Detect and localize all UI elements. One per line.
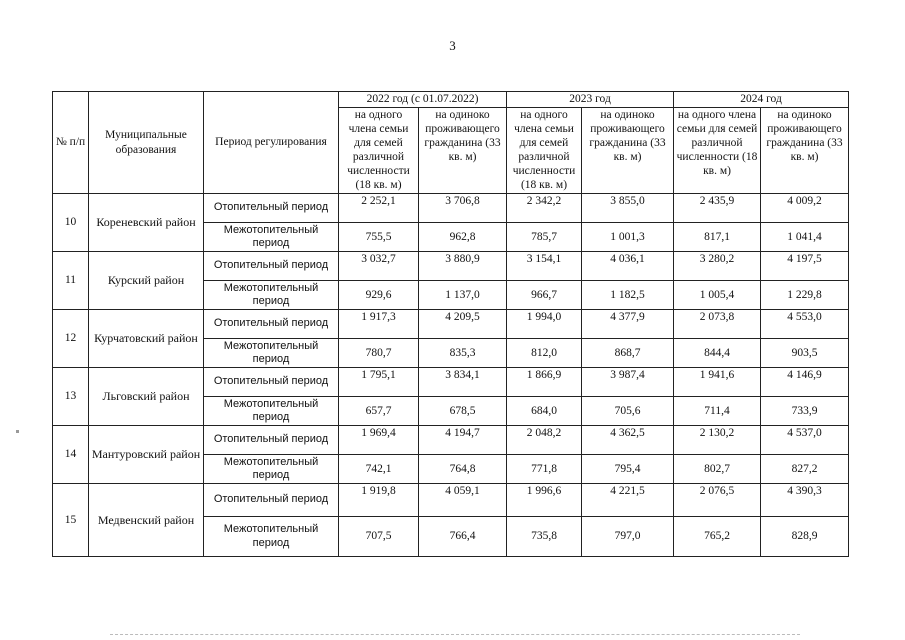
value-cell: 817,1 [674, 223, 761, 252]
header-year-2023: 2023 год [507, 92, 674, 108]
value-cell: 828,9 [761, 517, 849, 557]
page-bottom-rule [110, 634, 800, 635]
table-row [53, 368, 849, 397]
value-cell: 765,2 [674, 517, 761, 557]
value-cell: 1 041,4 [761, 223, 849, 252]
value-cell: 929,6 [339, 281, 419, 310]
municipality-name: Медвенский район [89, 484, 204, 557]
value-cell: 684,0 [507, 397, 582, 426]
table-row [53, 194, 849, 223]
table-header [53, 92, 849, 194]
value-cell: 3 880,9 [419, 252, 507, 281]
period-label: Межотопительный период [204, 223, 339, 252]
table-row [53, 426, 849, 455]
value-cell: 3 280,2 [674, 252, 761, 281]
value-cell: 797,0 [582, 517, 674, 557]
period-label: Межотопительный период [204, 455, 339, 484]
value-cell: 812,0 [507, 339, 582, 368]
period-label: Отопительный период [204, 194, 339, 223]
period-label: Межотопительный период [204, 517, 339, 557]
value-cell: 771,8 [507, 455, 582, 484]
header-family-2023: на одного члена семьи для семей различной численности (18 кв. м) [507, 108, 582, 194]
row-number: 14 [53, 426, 89, 484]
value-cell: 4 209,5 [419, 310, 507, 339]
municipality-name: Льговский район [89, 368, 204, 426]
table-row [53, 484, 849, 517]
value-cell: 2 048,2 [507, 426, 582, 455]
value-cell: 4 537,0 [761, 426, 849, 455]
value-cell: 1 994,0 [507, 310, 582, 339]
value-cell: 966,7 [507, 281, 582, 310]
header-family-2022: на одного члена семьи для семей различной численности (18 кв. м) [339, 108, 419, 194]
scan-mark [16, 430, 19, 433]
value-cell: 2 252,1 [339, 194, 419, 223]
value-cell: 835,3 [419, 339, 507, 368]
value-cell: 1 005,4 [674, 281, 761, 310]
value-cell: 4 197,5 [761, 252, 849, 281]
value-cell: 962,8 [419, 223, 507, 252]
value-cell: 4 362,5 [582, 426, 674, 455]
value-cell: 1 001,3 [582, 223, 674, 252]
municipality-name: Кореневский район [89, 194, 204, 252]
value-cell: 733,9 [761, 397, 849, 426]
value-cell: 2 130,2 [674, 426, 761, 455]
value-cell: 742,1 [339, 455, 419, 484]
table-row [53, 310, 849, 339]
value-cell: 2 435,9 [674, 194, 761, 223]
header-year-2024: 2024 год [674, 92, 849, 108]
municipality-name: Мантуровский район [89, 426, 204, 484]
period-label: Отопительный период [204, 252, 339, 281]
row-number: 11 [53, 252, 89, 310]
value-cell: 678,5 [419, 397, 507, 426]
period-label: Межотопительный период [204, 281, 339, 310]
value-cell: 785,7 [507, 223, 582, 252]
value-cell: 735,8 [507, 517, 582, 557]
header-single-2022: на одиноко проживающего гражданина (33 кв. м) [419, 108, 507, 194]
value-cell: 4 036,1 [582, 252, 674, 281]
value-cell: 3 987,4 [582, 368, 674, 397]
value-cell: 1 996,6 [507, 484, 582, 517]
header-period: Период регулирования [204, 92, 339, 194]
value-cell: 766,4 [419, 517, 507, 557]
value-cell: 1 137,0 [419, 281, 507, 310]
value-cell: 755,5 [339, 223, 419, 252]
period-label: Межотопительный период [204, 339, 339, 368]
value-cell: 1 182,5 [582, 281, 674, 310]
value-cell: 3 706,8 [419, 194, 507, 223]
value-cell: 3 032,7 [339, 252, 419, 281]
value-cell: 868,7 [582, 339, 674, 368]
period-label: Отопительный период [204, 368, 339, 397]
header-family-2024: на одного члена семьи для семей различной численности (18 кв. м) [674, 108, 761, 194]
value-cell: 3 834,1 [419, 368, 507, 397]
value-cell: 2 073,8 [674, 310, 761, 339]
value-cell: 1 941,6 [674, 368, 761, 397]
value-cell: 3 855,0 [582, 194, 674, 223]
municipality-name: Курчатовский район [89, 310, 204, 368]
period-label: Отопительный период [204, 426, 339, 455]
row-number: 13 [53, 368, 89, 426]
value-cell: 4 059,1 [419, 484, 507, 517]
header-single-2023: на одиноко проживающего гражданина (33 кв. м) [582, 108, 674, 194]
value-cell: 4 009,2 [761, 194, 849, 223]
value-cell: 711,4 [674, 397, 761, 426]
value-cell: 1 866,9 [507, 368, 582, 397]
value-cell: 2 076,5 [674, 484, 761, 517]
value-cell: 827,2 [761, 455, 849, 484]
value-cell: 780,7 [339, 339, 419, 368]
header-single-2024: на одиноко проживающего гражданина (33 кв. м) [761, 108, 849, 194]
value-cell: 4 221,5 [582, 484, 674, 517]
row-number: 12 [53, 310, 89, 368]
tariff-table [52, 91, 849, 557]
value-cell: 707,5 [339, 517, 419, 557]
value-cell: 4 390,3 [761, 484, 849, 517]
value-cell: 657,7 [339, 397, 419, 426]
header-year-2022: 2022 год (с 01.07.2022) [339, 92, 507, 108]
value-cell: 802,7 [674, 455, 761, 484]
header-no: № п/п [53, 92, 89, 194]
page-number: 3 [449, 38, 456, 53]
table-body [53, 194, 849, 557]
value-cell: 1 969,4 [339, 426, 419, 455]
header-municipality: Муниципальные образования [89, 92, 204, 194]
table-row [53, 252, 849, 281]
period-label: Отопительный период [204, 484, 339, 517]
value-cell: 1 917,3 [339, 310, 419, 339]
value-cell: 3 154,1 [507, 252, 582, 281]
period-label: Межотопительный период [204, 397, 339, 426]
value-cell: 4 377,9 [582, 310, 674, 339]
value-cell: 1 919,8 [339, 484, 419, 517]
value-cell: 903,5 [761, 339, 849, 368]
value-cell: 4 553,0 [761, 310, 849, 339]
value-cell: 1 795,1 [339, 368, 419, 397]
value-cell: 1 229,8 [761, 281, 849, 310]
value-cell: 764,8 [419, 455, 507, 484]
value-cell: 4 194,7 [419, 426, 507, 455]
municipality-name: Курский район [89, 252, 204, 310]
value-cell: 2 342,2 [507, 194, 582, 223]
value-cell: 4 146,9 [761, 368, 849, 397]
period-label: Отопительный период [204, 310, 339, 339]
row-number: 15 [53, 484, 89, 557]
value-cell: 795,4 [582, 455, 674, 484]
row-number: 10 [53, 194, 89, 252]
value-cell: 844,4 [674, 339, 761, 368]
value-cell: 705,6 [582, 397, 674, 426]
